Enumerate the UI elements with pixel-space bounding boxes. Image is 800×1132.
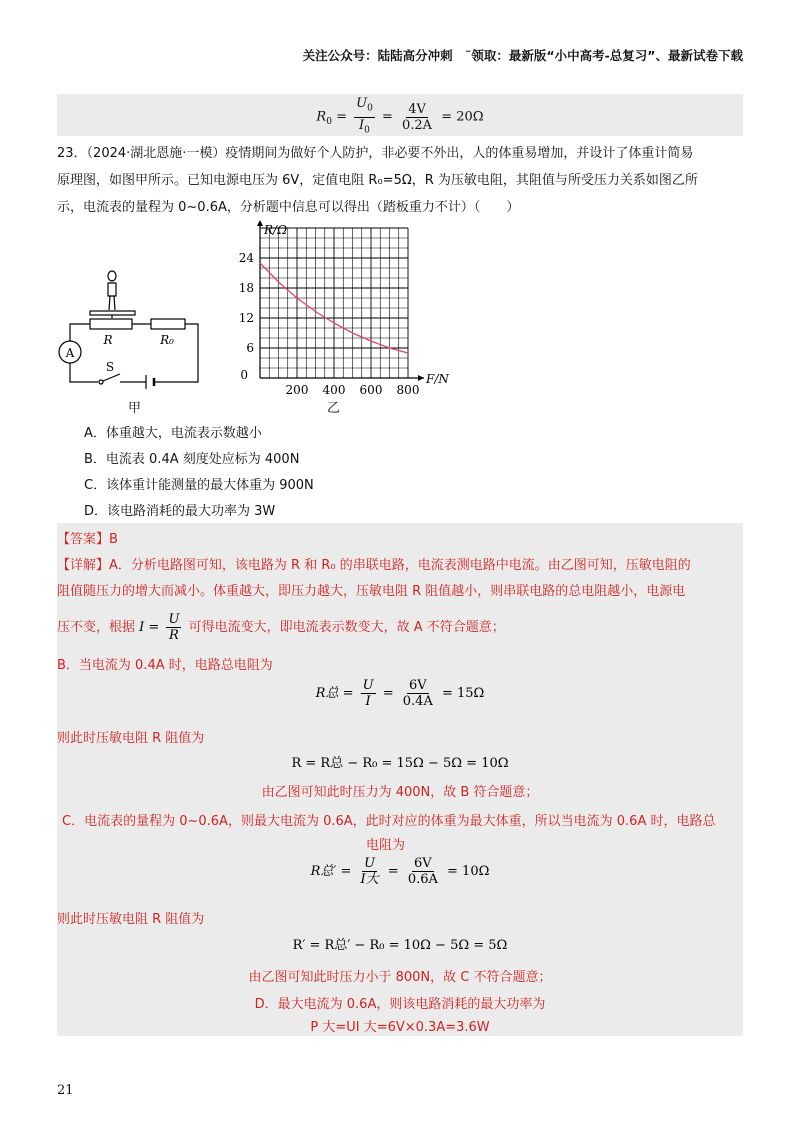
answer-a-line-2: 阻值随压力的增大而减小。体重越大，即压力越大，压敏电阻 R 阻值越小，则串联电路的总电阻越小，电源电 <box>57 584 686 599</box>
switch-lever <box>103 374 120 381</box>
resistor-R0-label: R₀ <box>160 333 174 347</box>
page-number: 21 <box>57 1083 74 1098</box>
x-axis-arrow <box>418 375 424 381</box>
question-text <box>57 140 747 221</box>
answer-d-line-1: D．最大电流为 0.6A，则该电路消耗的最大功率为 <box>254 997 546 1012</box>
answer-b-formula-2: R = R总 − R₀ = 15Ω − 5Ω = 10Ω <box>291 756 509 771</box>
wire-left-bottom <box>70 363 98 382</box>
option-c: C．该体重计能测量的最大体重为 900N <box>84 478 314 493</box>
page-header: 关注公众号：陆陆高分冲刺 ˜领取：最新版“小中高考-总复习”、最新试卷下载 <box>302 48 743 63</box>
answer-c-formula-2: R′ = R总′ − R₀ = 10Ω − 5Ω = 5Ω <box>292 938 508 953</box>
resistor-R <box>90 319 132 329</box>
person-body <box>108 283 116 296</box>
ammeter-label: A <box>65 346 75 360</box>
chart-y-ticks <box>239 251 255 382</box>
resistance-force-chart <box>228 218 458 396</box>
answer-label: 【答案】B <box>57 532 118 547</box>
chart-grid <box>260 228 408 378</box>
switch-label: S <box>105 360 115 374</box>
answer-c-line-1b: 电阻为 <box>366 838 406 853</box>
circuit-diagram <box>50 262 210 390</box>
x-tick-label: 400 <box>322 383 346 396</box>
question-line-2: 原理图，如图甲所示。已知电源电压为 6V，定值电阻 R₀=5Ω，R 为压敏电阻，其阻值与所受压力关系如图乙所 <box>57 173 698 188</box>
option-b: B．电流表 0.4A 刻度处应标为 400N <box>84 452 300 467</box>
answer-b-line-1: B．当电流为 0.4A 时，电路总电阻为 <box>57 658 273 673</box>
person-head <box>108 271 116 281</box>
y-tick-label: 6 <box>246 341 254 355</box>
scale-platform <box>90 311 135 315</box>
answer-c-line-2: 则此时压敏电阻 R 阻值为 <box>57 912 205 927</box>
question-line-1: 23．（2024·湖北恩施·一模）疫情期间为做好个人防护，非必要不外出，人的体重易增加，并设计了体重计简易 <box>57 146 694 161</box>
top-formula: $R_0$ = $\frac{U_0}{I_0}$ = $\frac{4V}{0.2A}$ = 20Ω <box>316 96 484 136</box>
chart-y-label: R/Ω <box>264 223 288 237</box>
chart-x-label: F/N <box>426 372 449 386</box>
resistor-R-label: R <box>103 333 113 347</box>
answer-a-line-3: 压不变，根据 I = $\frac{U}{R}$ 可得电流变大，即电流表示数变大，故 A 不符合题意； <box>57 612 505 643</box>
answer-b-line-2: 则此时压敏电阻 R 阻值为 <box>57 731 205 746</box>
resistor-R0 <box>151 319 185 329</box>
answer-c-formula-1: R总′ = $\frac{U}{\text{I大}}$ = $\frac{6V}{0.6A}$ = 10Ω <box>310 856 490 887</box>
y-tick-label: 12 <box>238 311 254 325</box>
answer-a-line-1: 【详解】A．分析电路图可知，该电路为 R 和 R₀ 的串联电路，电流表测电路中电流。由乙图可知，压敏电阻的 <box>57 558 691 573</box>
y-tick-label: 24 <box>238 251 254 265</box>
switch-contact-left <box>99 380 103 384</box>
answer-d-formula: P 大=UI 大=6V×0.3A=3.6W <box>310 1020 490 1035</box>
y-tick-label: 0 <box>240 368 248 382</box>
option-a: A．体重越大，电流表示数越小 <box>84 426 262 441</box>
answer-c-line-1: C．电流表的量程为 0~0.6A，则最大电流为 0.6A，此时对应的体重为最大体重，所以当电流为 0.6A 时，电路总 <box>62 814 716 829</box>
answer-block <box>57 523 743 1036</box>
option-d: D．该电路消耗的最大功率为 3W <box>84 504 276 519</box>
chart-x-ticks <box>286 383 420 396</box>
y-tick-label: 18 <box>238 281 254 295</box>
y-axis-arrow <box>257 220 263 226</box>
question-line-3: 示，电流表的量程为 0~0.6A，分析题中信息可以得出（踏板重力不计）（ ） <box>57 200 520 215</box>
chart-caption: 乙 <box>327 401 341 416</box>
person-legs <box>109 296 115 310</box>
answer-c-line-3: 由乙图可知此时压力小于 800N，故 C 不符合题意； <box>248 970 552 985</box>
wire-left-top <box>70 324 90 341</box>
answer-b-line-3: 由乙图可知此时压力为 400N，故 B 符合题意； <box>261 785 539 800</box>
x-tick-label: 600 <box>359 383 383 396</box>
x-tick-label: 200 <box>285 383 309 396</box>
answer-b-formula-1: R总 = $\frac{U}{I}$ = $\frac{6V}{0.4A}$ = 15Ω <box>315 678 485 709</box>
x-tick-label: 800 <box>396 383 420 396</box>
circuit-caption: 甲 <box>128 401 142 416</box>
